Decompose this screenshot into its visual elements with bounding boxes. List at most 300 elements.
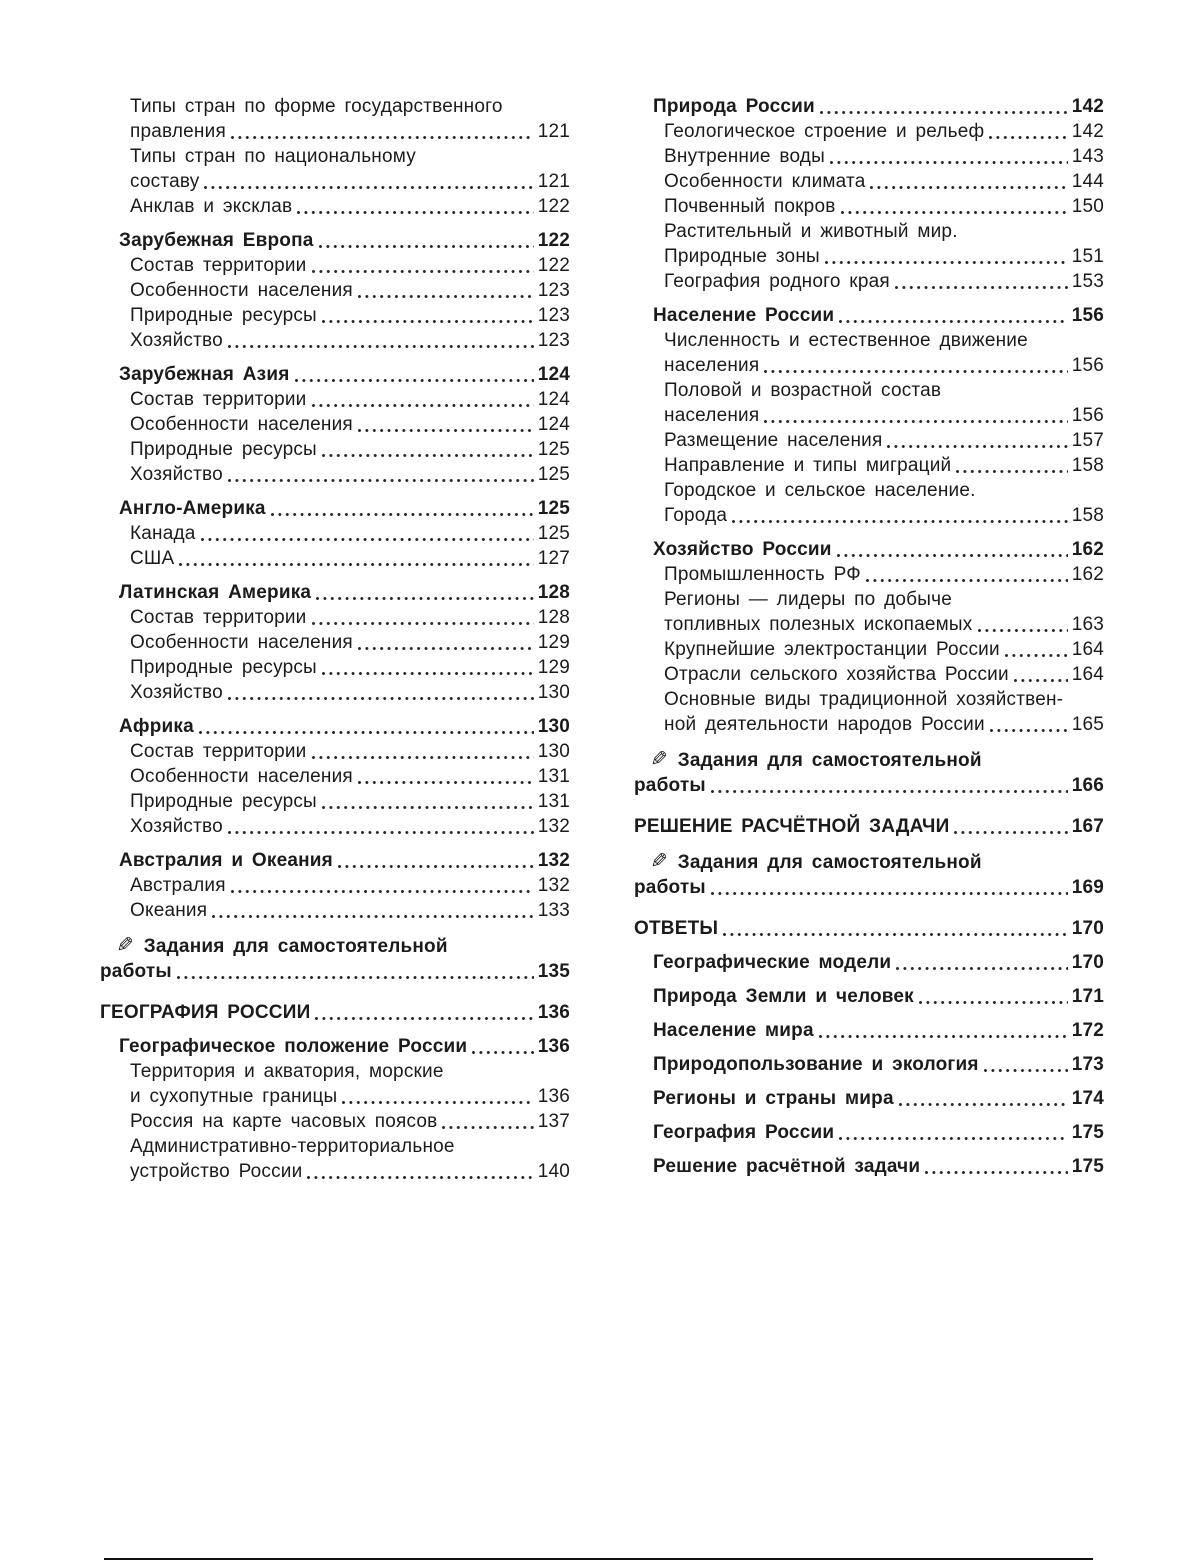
pencil-icon: ✎: [116, 934, 134, 957]
toc-entry-text: Анклав и эксклав: [130, 196, 293, 217]
toc-line: [664, 662, 1104, 687]
toc-page-number: 123: [537, 330, 570, 351]
dot-leader: [358, 428, 534, 433]
toc-entry: [634, 562, 1104, 587]
toc-entry-text: Население мира: [653, 1020, 814, 1041]
toc-entry-text: География России: [653, 1122, 835, 1143]
toc-line: [634, 849, 1104, 875]
dot-leader: [199, 730, 534, 735]
toc-entry-text: Особенности населения: [130, 632, 353, 653]
toc-line: [100, 959, 570, 984]
dot-leader: [358, 646, 534, 651]
toc-entry-text: Крупнейшие электростанции России: [664, 639, 1000, 660]
toc-entry-text: Промышленность РФ: [664, 564, 861, 585]
toc-line: [130, 1059, 570, 1084]
toc-entry-text: Хозяйство: [130, 816, 223, 837]
toc-line: [634, 747, 1104, 773]
toc-line: [653, 1120, 1104, 1145]
dot-leader: [322, 805, 534, 810]
toc-entry-text: Территория и акватория, морские: [130, 1061, 444, 1082]
toc-line: [664, 453, 1104, 478]
toc-line: [664, 687, 1104, 712]
scan-artifact-line: [104, 1558, 1093, 1560]
toc-entry-text: Состав территории: [130, 389, 307, 410]
dot-leader: [312, 621, 534, 626]
dot-leader: [358, 294, 534, 299]
toc-entry-text: Состав территории: [130, 255, 307, 276]
dot-leader: [177, 975, 534, 980]
toc-entry: [634, 687, 1104, 737]
toc-line: [664, 378, 1104, 403]
dot-leader: [866, 578, 1068, 583]
toc-line: [664, 244, 1104, 269]
toc-entry: [634, 637, 1104, 662]
toc-page-number: 125: [537, 464, 570, 485]
toc-line: [130, 814, 570, 839]
toc-entry: [100, 521, 570, 546]
toc-line: [130, 873, 570, 898]
toc-page-number: 166: [1071, 775, 1104, 796]
toc-entry: [100, 194, 570, 219]
dot-leader: [870, 185, 1067, 190]
dot-leader: [820, 110, 1068, 115]
dot-leader: [472, 1050, 533, 1055]
toc-entry-text: Административно-территориальное: [130, 1136, 455, 1157]
toc-entry-text: Хозяйство России: [653, 539, 832, 560]
toc-entry-text: Англо-Америка: [119, 498, 266, 519]
toc-entry-text: Направление и типы миграций: [664, 455, 952, 476]
toc-entry-text: Состав территории: [130, 607, 307, 628]
toc-entry: [100, 848, 570, 873]
toc-entry-text: Географические модели: [653, 952, 892, 973]
toc-entry: [634, 916, 1104, 941]
toc-entry: [634, 662, 1104, 687]
toc-entry-text: Особенности климата: [664, 171, 866, 192]
toc-line: [100, 933, 570, 959]
dot-leader: [342, 1100, 533, 1105]
toc-entry-text: ной деятельности народов России: [664, 714, 985, 735]
toc-page-number: 135: [537, 961, 570, 982]
toc-page-number: 171: [1071, 986, 1104, 1007]
toc-entry: [100, 655, 570, 680]
dot-leader: [297, 210, 533, 215]
dot-leader: [338, 864, 534, 869]
dot-leader: [322, 319, 534, 324]
dot-leader: [839, 319, 1067, 324]
dot-leader: [899, 1102, 1068, 1107]
toc-line: [634, 814, 1104, 839]
toc-entry-text: Состав территории: [130, 741, 307, 762]
toc-page-number: 132: [537, 850, 570, 871]
toc-page-number: 151: [1071, 246, 1104, 267]
toc-entry: [100, 144, 570, 194]
toc-entry: [634, 303, 1104, 328]
toc-entry: [634, 428, 1104, 453]
toc-entry-text: Задания для самостоятельной: [143, 936, 448, 957]
toc-line: [130, 1159, 570, 1184]
toc-line: [130, 328, 570, 353]
dot-leader: [990, 728, 1068, 733]
toc-page-number: 122: [537, 196, 570, 217]
toc-page-number: 164: [1071, 639, 1104, 660]
dot-leader: [316, 596, 534, 601]
toc-entry-text: США: [130, 548, 175, 569]
toc-line: [119, 496, 570, 521]
toc-entry-text: Типы стран по форме государственного: [130, 96, 503, 117]
toc-line: [130, 521, 570, 546]
toc-page-number: 131: [537, 791, 570, 812]
toc-line: [653, 303, 1104, 328]
toc-page-number: 124: [537, 364, 570, 385]
toc-page-number: 158: [1071, 455, 1104, 476]
toc-entry-text: Особенности населения: [130, 414, 353, 435]
dot-leader: [312, 269, 534, 274]
toc-entry: [634, 814, 1104, 839]
toc-page-number: 124: [537, 414, 570, 435]
toc-entry-text: Природопользование и экология: [653, 1054, 979, 1075]
toc-entry-text: Африка: [119, 716, 194, 737]
toc-entry: [634, 194, 1104, 219]
toc-entry: [100, 680, 570, 705]
toc-line: [130, 1084, 570, 1109]
toc-entry: [634, 119, 1104, 144]
toc-line: [130, 169, 570, 194]
toc-entry-text: География родного края: [664, 271, 890, 292]
dot-leader: [358, 780, 534, 785]
toc-entry-text: Задания для самостоятельной: [677, 852, 982, 873]
toc-page-number: 130: [537, 716, 570, 737]
toc-line: [119, 714, 570, 739]
toc-entry-text: Латинская Америка: [119, 582, 312, 603]
toc-line: [130, 739, 570, 764]
toc-line: [664, 219, 1104, 244]
toc-entry: [100, 94, 570, 144]
toc-entry: [634, 144, 1104, 169]
toc-entry: [634, 169, 1104, 194]
toc-entry-text: Внутренние воды: [664, 146, 825, 167]
toc-page-number: 163: [1071, 614, 1104, 635]
toc-entry: [634, 1154, 1104, 1179]
toc-entry: [100, 387, 570, 412]
toc-page-number: 132: [537, 816, 570, 837]
dot-leader: [212, 914, 533, 919]
toc-columns: [100, 94, 1104, 1184]
toc-line: [130, 278, 570, 303]
toc-page-number: 150: [1071, 196, 1104, 217]
toc-page-number: 132: [537, 875, 570, 896]
toc-line: [130, 1109, 570, 1134]
toc-page-number: 125: [537, 523, 570, 544]
toc-page-number: 121: [537, 121, 570, 142]
toc-line: [130, 898, 570, 923]
toc-entry: [100, 412, 570, 437]
toc-entry-text: Городское и сельское население.: [664, 480, 976, 501]
toc-line: [119, 1034, 570, 1059]
toc-page-number: 136: [537, 1036, 570, 1057]
toc-entry-text: работы: [634, 775, 706, 796]
toc-entry-text: Регионы — лидеры по добыче: [664, 589, 952, 610]
toc-entry: [100, 1059, 570, 1109]
toc-entry: [100, 898, 570, 923]
dot-leader: [764, 419, 1067, 424]
toc-line: [130, 605, 570, 630]
toc-page-number: 128: [537, 607, 570, 628]
dot-leader: [228, 478, 534, 483]
dot-leader: [956, 469, 1067, 474]
toc-page-number: 174: [1071, 1088, 1104, 1109]
toc-column-left: [100, 94, 570, 1184]
toc-entry: [100, 873, 570, 898]
dot-leader: [231, 889, 534, 894]
toc-entry: [100, 789, 570, 814]
toc-page-number: 175: [1071, 1156, 1104, 1177]
toc-entry: [100, 630, 570, 655]
dot-leader: [307, 1175, 533, 1180]
toc-line: [100, 1000, 570, 1025]
toc-page-number: 129: [537, 632, 570, 653]
toc-entry-text: Зарубежная Азия: [119, 364, 290, 385]
dot-leader: [442, 1125, 533, 1130]
toc-line: [653, 950, 1104, 975]
toc-entry: [100, 1134, 570, 1184]
dot-leader: [978, 628, 1068, 633]
toc-entry: [100, 1034, 570, 1059]
toc-entry-text: устройство России: [130, 1161, 303, 1182]
toc-page-number: 170: [1071, 952, 1104, 973]
toc-entry: [634, 1086, 1104, 1111]
toc-entry: [100, 1109, 570, 1134]
toc-entry: [634, 269, 1104, 294]
toc-page-number: 167: [1071, 816, 1104, 837]
toc-page-number: 142: [1071, 96, 1104, 117]
dot-leader: [204, 185, 533, 190]
toc-page-number: 153: [1071, 271, 1104, 292]
toc-entry-text: Половой и возрастной состав: [664, 380, 942, 401]
toc-line: [664, 637, 1104, 662]
toc-page-number: 125: [537, 498, 570, 519]
toc-line: [119, 228, 570, 253]
toc-entry: [634, 453, 1104, 478]
toc-entry-text: Географическое положение России: [119, 1036, 468, 1057]
dot-leader: [179, 562, 533, 567]
toc-line: [634, 916, 1104, 941]
toc-page-number: 128: [537, 582, 570, 603]
toc-line: [130, 764, 570, 789]
toc-line: [130, 655, 570, 680]
toc-line: [119, 580, 570, 605]
toc-entry: [100, 462, 570, 487]
toc-line: [653, 94, 1104, 119]
toc-line: [130, 546, 570, 571]
toc-entry: [100, 228, 570, 253]
toc-entry-text: Океания: [130, 900, 208, 921]
toc-page-number: 156: [1071, 305, 1104, 326]
toc-line: [664, 562, 1104, 587]
toc-line: [130, 412, 570, 437]
toc-line: [130, 144, 570, 169]
dot-leader: [315, 1016, 533, 1021]
toc-page-number: 169: [1071, 877, 1104, 898]
toc-entry: [634, 478, 1104, 528]
toc-line: [664, 478, 1104, 503]
toc-page-number: 170: [1071, 918, 1104, 939]
dot-leader: [925, 1170, 1067, 1175]
toc-page-number: 165: [1071, 714, 1104, 735]
toc-entry: [100, 496, 570, 521]
dot-leader: [312, 403, 534, 408]
toc-line: [664, 612, 1104, 637]
toc-entry-text: Природные ресурсы: [130, 439, 317, 460]
dot-leader: [271, 512, 534, 517]
dot-leader: [312, 755, 534, 760]
toc-line: [130, 119, 570, 144]
toc-line: [653, 1154, 1104, 1179]
toc-line: [634, 875, 1104, 900]
toc-entry-text: Население России: [653, 305, 835, 326]
toc-entry-text: Хозяйство: [130, 682, 223, 703]
dot-leader: [228, 830, 534, 835]
toc-entry: [100, 278, 570, 303]
toc-entry: [634, 1052, 1104, 1077]
toc-entry-text: Природа России: [653, 96, 815, 117]
toc-entry: [100, 253, 570, 278]
toc-line: [130, 387, 570, 412]
toc-page-number: 121: [537, 171, 570, 192]
toc-entry: [634, 747, 1104, 798]
toc-line: [130, 680, 570, 705]
toc-page-number: 173: [1071, 1054, 1104, 1075]
dot-leader: [984, 1068, 1068, 1073]
toc-entry-text: Основные виды традиционной хозяйствен-: [664, 689, 1064, 710]
toc-entry-text: Природные зоны: [664, 246, 820, 267]
toc-page-number: 122: [537, 255, 570, 276]
toc-entry-text: Австралия: [130, 875, 226, 896]
toc-entry-text: правления: [130, 121, 226, 142]
toc-line: [664, 587, 1104, 612]
toc-page-number: 127: [537, 548, 570, 569]
toc-page-number: 123: [537, 280, 570, 301]
toc-page-number: 125: [537, 439, 570, 460]
toc-line: [634, 773, 1104, 798]
toc-entry-text: Австралия и Океания: [119, 850, 333, 871]
toc-entry: [634, 378, 1104, 428]
toc-entry-text: Города: [664, 505, 728, 526]
toc-line: [130, 303, 570, 328]
toc-line: [664, 403, 1104, 428]
toc-entry-text: Россия на карте часовых поясов: [130, 1111, 438, 1132]
toc-entry: [634, 849, 1104, 900]
toc-entry-text: работы: [634, 877, 706, 898]
toc-entry: [100, 1000, 570, 1025]
dot-leader: [819, 1034, 1068, 1039]
toc-entry: [100, 328, 570, 353]
toc-line: [130, 789, 570, 814]
dot-leader: [723, 932, 1068, 937]
dot-leader: [322, 453, 534, 458]
toc-entry: [634, 328, 1104, 378]
toc-line: [653, 537, 1104, 562]
toc-line: [653, 984, 1104, 1009]
toc-entry-text: Геологическое строение и рельеф: [664, 121, 985, 142]
toc-line: [130, 462, 570, 487]
toc-page-number: 172: [1071, 1020, 1104, 1041]
toc-entry: [100, 362, 570, 387]
toc-entry: [634, 984, 1104, 1009]
toc-line: [130, 253, 570, 278]
toc-page-number: 140: [537, 1161, 570, 1182]
dot-leader: [711, 789, 1068, 794]
toc-page-number: 144: [1071, 171, 1104, 192]
dot-leader: [228, 344, 534, 349]
toc-entry-text: Регионы и страны мира: [653, 1088, 894, 1109]
toc-entry-text: населения: [664, 355, 760, 376]
toc-entry-text: Канада: [130, 523, 196, 544]
toc-entry: [100, 580, 570, 605]
toc-page-number: 123: [537, 305, 570, 326]
toc-page-number: 122: [537, 230, 570, 251]
toc-entry-text: Особенности населения: [130, 280, 353, 301]
toc-entry: [634, 950, 1104, 975]
toc-page-number: 175: [1071, 1122, 1104, 1143]
toc-entry-text: Почвенный покров: [664, 196, 836, 217]
toc-entry-text: Размещение населения: [664, 430, 883, 451]
toc-entry-text: Природные ресурсы: [130, 791, 317, 812]
toc-entry-text: населения: [664, 405, 760, 426]
toc-page-number: 157: [1071, 430, 1104, 451]
toc-page-number: 133: [537, 900, 570, 921]
toc-entry: [100, 303, 570, 328]
toc-entry-text: Задания для самостоятельной: [677, 750, 982, 771]
dot-leader: [319, 244, 534, 249]
toc-line: [664, 503, 1104, 528]
toc-entry-text: Особенности населения: [130, 766, 353, 787]
toc-line: [664, 269, 1104, 294]
toc-page-number: 142: [1071, 121, 1104, 142]
toc-entry-text: Природные ресурсы: [130, 657, 317, 678]
toc-line: [130, 94, 570, 119]
dot-leader: [919, 1000, 1068, 1005]
dot-leader: [711, 891, 1068, 896]
dot-leader: [830, 160, 1068, 165]
toc-page-number: 162: [1071, 564, 1104, 585]
toc-entry-text: ГЕОГРАФИЯ РОССИИ: [100, 1002, 311, 1023]
toc-entry-text: Природа Земли и человек: [653, 986, 914, 1007]
toc-entry-text: РЕШЕНИЕ РАСЧЁТНОЙ ЗАДАЧИ: [634, 816, 950, 837]
toc-entry-text: Решение расчётной задачи: [653, 1156, 921, 1177]
pencil-icon: ✎: [650, 850, 668, 873]
dot-leader: [1014, 678, 1068, 683]
toc-entry-text: Численность и естественное движение: [664, 330, 1028, 351]
toc-line: [664, 169, 1104, 194]
toc-column-right: [634, 94, 1104, 1184]
toc-entry-text: топливных полезных ископаемых: [664, 614, 973, 635]
dot-leader: [841, 210, 1068, 215]
toc-line: [653, 1086, 1104, 1111]
dot-leader: [839, 1136, 1067, 1141]
toc-entry: [100, 437, 570, 462]
toc-entry: [100, 546, 570, 571]
toc-page-number: 130: [537, 741, 570, 762]
toc-entry-text: Природные ресурсы: [130, 305, 317, 326]
toc-line: [130, 630, 570, 655]
toc-line: [664, 712, 1104, 737]
toc-entry: [634, 94, 1104, 119]
toc-page-number: 131: [537, 766, 570, 787]
toc-entry-text: Типы стран по национальному: [130, 146, 416, 167]
toc-line: [119, 848, 570, 873]
toc-entry-text: Зарубежная Европа: [119, 230, 314, 251]
toc-entry-text: работы: [100, 961, 172, 982]
